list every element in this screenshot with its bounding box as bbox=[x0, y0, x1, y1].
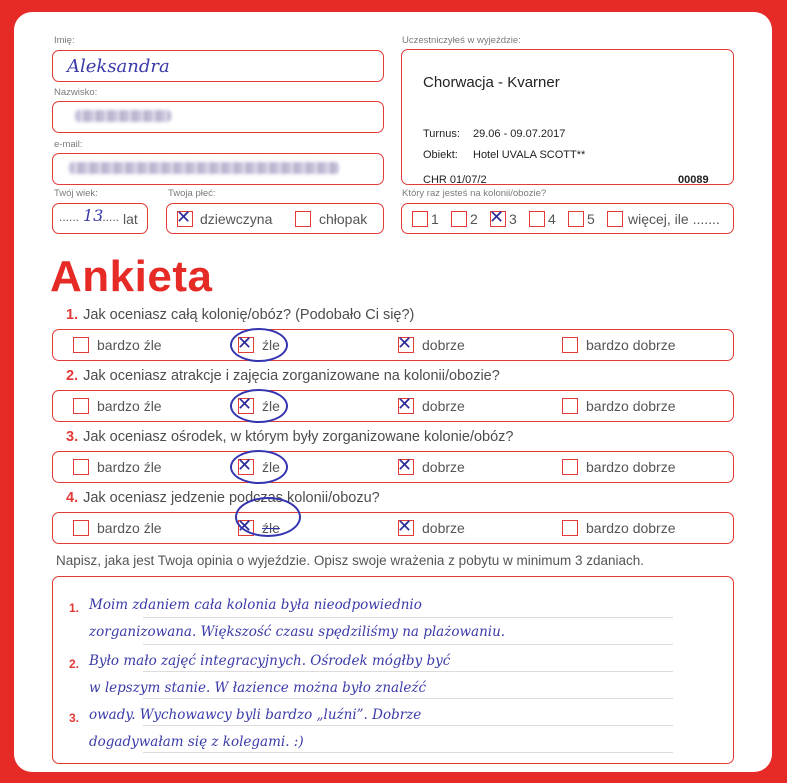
q1-dobrze-label: dobrze bbox=[422, 337, 465, 353]
question-4-options bbox=[52, 512, 734, 544]
q2-circle-mark bbox=[230, 389, 288, 423]
question-1-text: Jak oceniasz całą kolonię/obóz? (Podobało Ci się?) bbox=[83, 307, 415, 323]
times-1-checkbox[interactable] bbox=[412, 211, 428, 227]
q2-bardzo-zle-label: bardzo źle bbox=[97, 398, 162, 414]
age-label: Twój wiek: bbox=[54, 188, 98, 199]
check-x-icon: ✕ bbox=[237, 516, 253, 537]
writing-line bbox=[143, 725, 673, 726]
opinion-line-3: Było mało zajęć integracyjnych. Ośrodek mógłby być bbox=[89, 653, 451, 669]
age-value: 13 bbox=[83, 206, 104, 225]
q3-bardzo-zle-label: bardzo źle bbox=[97, 459, 162, 475]
check-x-icon: ✕ bbox=[397, 394, 413, 415]
question-4-number: 4. bbox=[66, 490, 79, 506]
check-x-icon: ✕ bbox=[237, 333, 253, 354]
opinion-line-1: Moim zdaniem cała kolonia była nieodpowiednio bbox=[89, 597, 422, 613]
writing-line bbox=[143, 671, 673, 672]
check-x-icon: ✕ bbox=[397, 455, 413, 476]
q4-bardzo-dobrze-checkbox[interactable] bbox=[562, 520, 578, 536]
q4-bardzo-zle-label: bardzo źle bbox=[97, 520, 162, 536]
question-2 bbox=[66, 368, 500, 384]
q3-bardzo-dobrze-label: bardzo dobrze bbox=[586, 459, 676, 475]
age-dots-right: ...... bbox=[99, 210, 120, 224]
times-5-checkbox[interactable] bbox=[568, 211, 584, 227]
opinion-number-1: 1. bbox=[69, 601, 80, 615]
q1-zle-label: źle bbox=[262, 337, 280, 353]
times-field bbox=[401, 203, 734, 234]
trip-code: CHR 01/07/2 bbox=[423, 174, 487, 186]
q4-circle-mark bbox=[235, 497, 301, 537]
q2-dobrze-checkbox[interactable] bbox=[397, 394, 414, 415]
check-x-icon: ✕ bbox=[397, 516, 413, 537]
name-value: Aleksandra bbox=[67, 56, 170, 77]
opinion-prompt: Napisz, jaka jest Twoja opinia o wyjeździe. Opisz swoje wrażenia z pobytu w minimum 3 zdaniach. bbox=[56, 553, 645, 568]
q1-circle-mark bbox=[230, 328, 288, 362]
redacted-surname bbox=[75, 110, 171, 122]
q4-dobrze-label: dobrze bbox=[422, 520, 465, 536]
opinion-line-4: w lepszym stanie. W łazience można było znaleźć bbox=[89, 680, 427, 696]
times-2-checkbox[interactable] bbox=[451, 211, 467, 227]
question-1 bbox=[66, 307, 414, 323]
question-3 bbox=[66, 429, 513, 445]
writing-line bbox=[143, 752, 673, 753]
q1-bardzo-dobrze-label: bardzo dobrze bbox=[586, 337, 676, 353]
question-1-number: 1. bbox=[66, 307, 79, 323]
q3-dobrze-checkbox[interactable] bbox=[397, 455, 414, 476]
check-x-icon: ✕ bbox=[237, 455, 253, 476]
times-4-checkbox[interactable] bbox=[529, 211, 545, 227]
trip-turnus-label: Turnus: bbox=[423, 128, 460, 140]
trip-box bbox=[401, 49, 734, 185]
times-2-label: 2 bbox=[470, 211, 478, 227]
question-2-options bbox=[52, 390, 734, 422]
writing-line bbox=[143, 698, 673, 699]
q3-zle-label: źle bbox=[262, 459, 280, 475]
q3-bardzo-zle-checkbox[interactable] bbox=[73, 459, 89, 475]
question-3-options bbox=[52, 451, 734, 483]
gender-boy-checkbox[interactable] bbox=[295, 211, 311, 227]
question-3-number: 3. bbox=[66, 429, 79, 445]
q2-bardzo-dobrze-label: bardzo dobrze bbox=[586, 398, 676, 414]
times-label: Który raz jesteś na kolonii/obozie? bbox=[402, 188, 547, 199]
redacted-email bbox=[69, 162, 339, 174]
q4-bardzo-zle-checkbox[interactable] bbox=[73, 520, 89, 536]
trip-turnus-value: 29.06 - 09.07.2017 bbox=[473, 128, 566, 140]
question-2-number: 2. bbox=[66, 368, 79, 384]
surname-label: Nazwisko: bbox=[54, 87, 98, 98]
email-field[interactable] bbox=[52, 153, 384, 185]
age-unit: lat bbox=[123, 211, 138, 227]
writing-line bbox=[143, 644, 673, 645]
q2-zle-label: źle bbox=[262, 398, 280, 414]
question-3-text: Jak oceniasz ośrodek, w którym były zorganizowane kolonie/obóz? bbox=[83, 429, 514, 445]
opinion-line-2: zorganizowana. Większość czasu spędziliśmy na plażowaniu. bbox=[89, 624, 506, 640]
times-1-label: 1 bbox=[431, 211, 439, 227]
trip-number: 00089 bbox=[678, 174, 709, 186]
q2-bardzo-dobrze-checkbox[interactable] bbox=[562, 398, 578, 414]
age-dots-left: ...... bbox=[59, 210, 80, 224]
gender-boy-label: chłopak bbox=[319, 211, 368, 227]
name-field[interactable] bbox=[52, 50, 384, 82]
surname-field[interactable] bbox=[52, 101, 384, 133]
q3-circle-mark bbox=[230, 450, 288, 484]
trip-title: Chorwacja - Kvarner bbox=[423, 74, 560, 91]
q1-bardzo-dobrze-checkbox[interactable] bbox=[562, 337, 578, 353]
gender-girl-label: dziewczyna bbox=[200, 211, 273, 227]
opinion-line-6: dogadywałam się z kolegami. :) bbox=[89, 734, 304, 750]
gender-label: Twoja płeć: bbox=[168, 188, 216, 199]
opinion-box[interactable] bbox=[52, 576, 734, 764]
participant-label: Uczestniczyłeś w wyjeździe: bbox=[402, 35, 521, 46]
times-5-label: 5 bbox=[587, 211, 595, 227]
trip-obiekt-label: Obiekt: bbox=[423, 149, 458, 161]
q3-bardzo-dobrze-checkbox[interactable] bbox=[562, 459, 578, 475]
opinion-number-3: 3. bbox=[69, 711, 80, 725]
writing-line bbox=[143, 617, 673, 618]
q2-bardzo-zle-checkbox[interactable] bbox=[73, 398, 89, 414]
q4-dobrze-checkbox[interactable] bbox=[397, 516, 414, 537]
times-3-label: 3 bbox=[509, 211, 517, 227]
q1-dobrze-checkbox[interactable] bbox=[397, 333, 414, 354]
survey-card bbox=[14, 12, 772, 772]
times-more-label: więcej, ile ....... bbox=[628, 211, 720, 227]
question-4 bbox=[66, 490, 380, 506]
check-x-icon: ✕ bbox=[176, 207, 192, 228]
times-more-checkbox[interactable] bbox=[607, 211, 623, 227]
times-3-checkbox[interactable] bbox=[489, 207, 506, 228]
times-4-label: 4 bbox=[548, 211, 556, 227]
gender-field bbox=[166, 203, 384, 234]
name-label: Imię: bbox=[54, 35, 75, 46]
question-2-text: Jak oceniasz atrakcje i zajęcia zorganizowane na kolonii/obozie? bbox=[83, 368, 500, 384]
opinion-line-5: owady. Wychowawcy byli bardzo „luźni”. Dobrze bbox=[89, 707, 422, 723]
q4-zle-label: źle bbox=[262, 520, 280, 536]
check-x-icon: ✕ bbox=[397, 333, 413, 354]
question-1-options bbox=[52, 329, 734, 361]
opinion-number-2: 2. bbox=[69, 657, 80, 671]
check-x-icon: ✕ bbox=[489, 207, 505, 228]
trip-obiekt-value: Hotel UVALA SCOTT** bbox=[473, 149, 586, 161]
check-x-icon: ✕ bbox=[237, 394, 253, 415]
gender-girl-checkbox[interactable] bbox=[176, 207, 193, 228]
q1-bardzo-zle-checkbox[interactable] bbox=[73, 337, 89, 353]
question-4-text: Jak oceniasz jedzenie podczas kolonii/obozu? bbox=[83, 490, 380, 506]
email-label: e-mail: bbox=[54, 139, 83, 150]
q2-dobrze-label: dobrze bbox=[422, 398, 465, 414]
q3-dobrze-label: dobrze bbox=[422, 459, 465, 475]
q4-bardzo-dobrze-label: bardzo dobrze bbox=[586, 520, 676, 536]
survey-title: Ankieta bbox=[50, 252, 213, 301]
q1-bardzo-zle-label: bardzo źle bbox=[97, 337, 162, 353]
age-field[interactable] bbox=[52, 203, 148, 234]
